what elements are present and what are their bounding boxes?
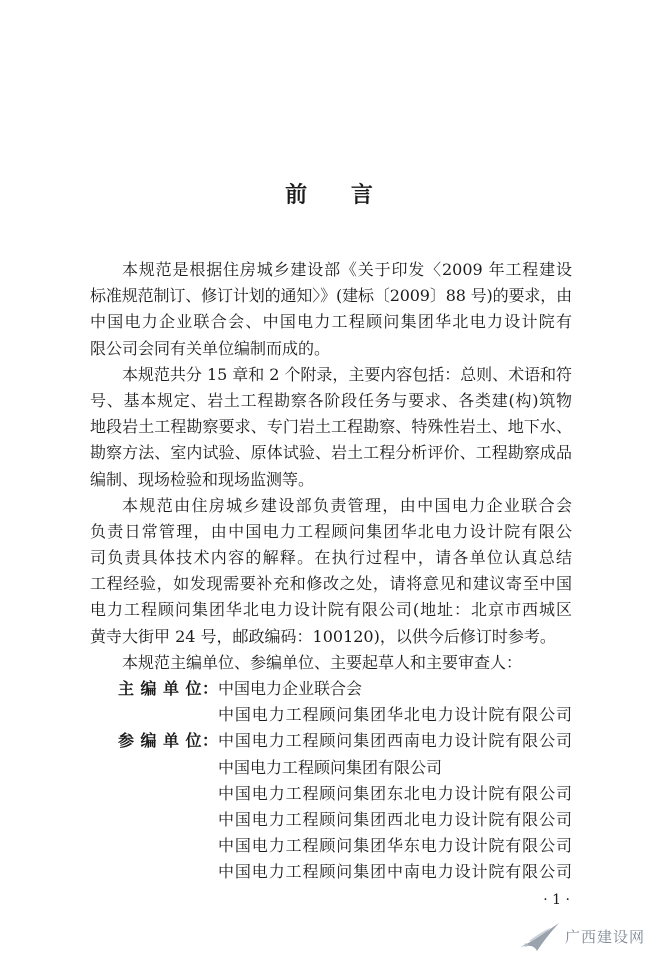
text-line: 电力工程顾问集团华北电力设计院有限公司(地址：北京市西城区 <box>90 600 572 620</box>
swoosh-logo-icon <box>518 920 562 954</box>
unit-indent <box>90 859 218 885</box>
unit-row-participating <box>90 781 572 807</box>
unit-row-participating <box>90 833 572 859</box>
unit-value: 中国电力工程顾问集团华北电力设计院有限公司 <box>218 705 572 725</box>
unit-row-participating <box>90 728 572 754</box>
unit-row-participating <box>90 755 572 781</box>
logo-text: 广西建设网 <box>565 928 646 946</box>
text-line: 本规范共分 15 章和 2 个附录，主要内容包括：总则、术语和符 <box>122 364 572 384</box>
page-number: · 1 · <box>543 892 570 908</box>
unit-value: 中国电力工程顾问集团西南电力设计院有限公司 <box>218 731 572 751</box>
text-line: 限公司会同有关单位编制而成的。 <box>90 338 331 358</box>
unit-value: 中国电力工程顾问集团东北电力设计院有限公司 <box>218 783 572 803</box>
text-line: 号、基本规定、岩土工程勘察各阶段任务与要求、各类建(构)筑物 <box>90 390 572 410</box>
paragraph-contents-summary <box>90 362 572 493</box>
unit-row-chief-editor <box>90 676 572 702</box>
text-line: 本规范由住房城乡建设部负责管理，由中国电力企业联合会 <box>122 495 572 515</box>
text-line: 本规范是根据住房城乡建设部《关于印发〈2009 年工程建设 <box>122 260 572 279</box>
paragraph-management <box>90 493 572 650</box>
unit-indent <box>90 702 218 728</box>
text-line: 勘察方法、室内试验、原体试验、岩土工程分析评价、工程勘察成品 <box>90 443 572 463</box>
text-line: 黄寺大街甲 24 号，邮政编码：100120)，以供今后修订时参考。 <box>90 626 556 646</box>
preface-body <box>90 257 572 886</box>
text-line: 司负责具体技术内容的解释。在执行过程中，请各单位认真总结 <box>90 548 572 568</box>
text-line: 编制、现场检验和现场监测等。 <box>90 469 315 489</box>
text-line: 负责日常管理，由中国电力工程顾问集团华北电力设计院有限公 <box>90 521 572 541</box>
unit-indent <box>90 807 218 833</box>
unit-indent <box>90 833 218 859</box>
unit-row-participating <box>90 807 572 833</box>
unit-value: 中国电力工程顾问集团华东电力设计院有限公司 <box>218 836 572 856</box>
unit-indent <box>90 781 218 807</box>
text-line: 地段岩土工程勘察要求、专门岩土工程勘察、特殊性岩土、地下水、 <box>90 417 572 437</box>
unit-value: 中国电力工程顾问集团西北电力设计院有限公司 <box>218 809 572 829</box>
unit-value: 中国电力工程顾问集团中南电力设计院有限公司 <box>218 862 572 882</box>
unit-label-chief-editor: 主 编 单 位： <box>118 679 218 698</box>
text-line: 中国电力企业联合会、中国电力工程顾问集团华北电力设计院有 <box>90 312 572 332</box>
unit-value: 中国电力企业联合会 <box>218 679 363 698</box>
text-line: 工程经验，如发现需要补充和修改之处，请将意见和建议寄至中国 <box>90 574 572 594</box>
unit-list <box>90 676 572 886</box>
unit-row-participating <box>90 859 572 885</box>
unit-indent <box>90 755 218 781</box>
text-line: 本规范主编单位、参编单位、主要起草人和主要审查人： <box>122 652 523 672</box>
unit-value: 中国电力工程顾问集团有限公司 <box>218 757 443 777</box>
site-logo <box>518 918 645 956</box>
paragraph-compilation-basis <box>90 257 572 362</box>
unit-row-chief-editor <box>90 702 572 728</box>
unit-label-participating: 参 编 单 位： <box>118 731 218 751</box>
paragraph-units-intro <box>90 650 572 676</box>
text-line: 标准规范制订、修订计划的通知〉》(建标〔2009〕88 号)的要求，由 <box>90 286 572 306</box>
page-title: 前 言 <box>285 182 391 208</box>
